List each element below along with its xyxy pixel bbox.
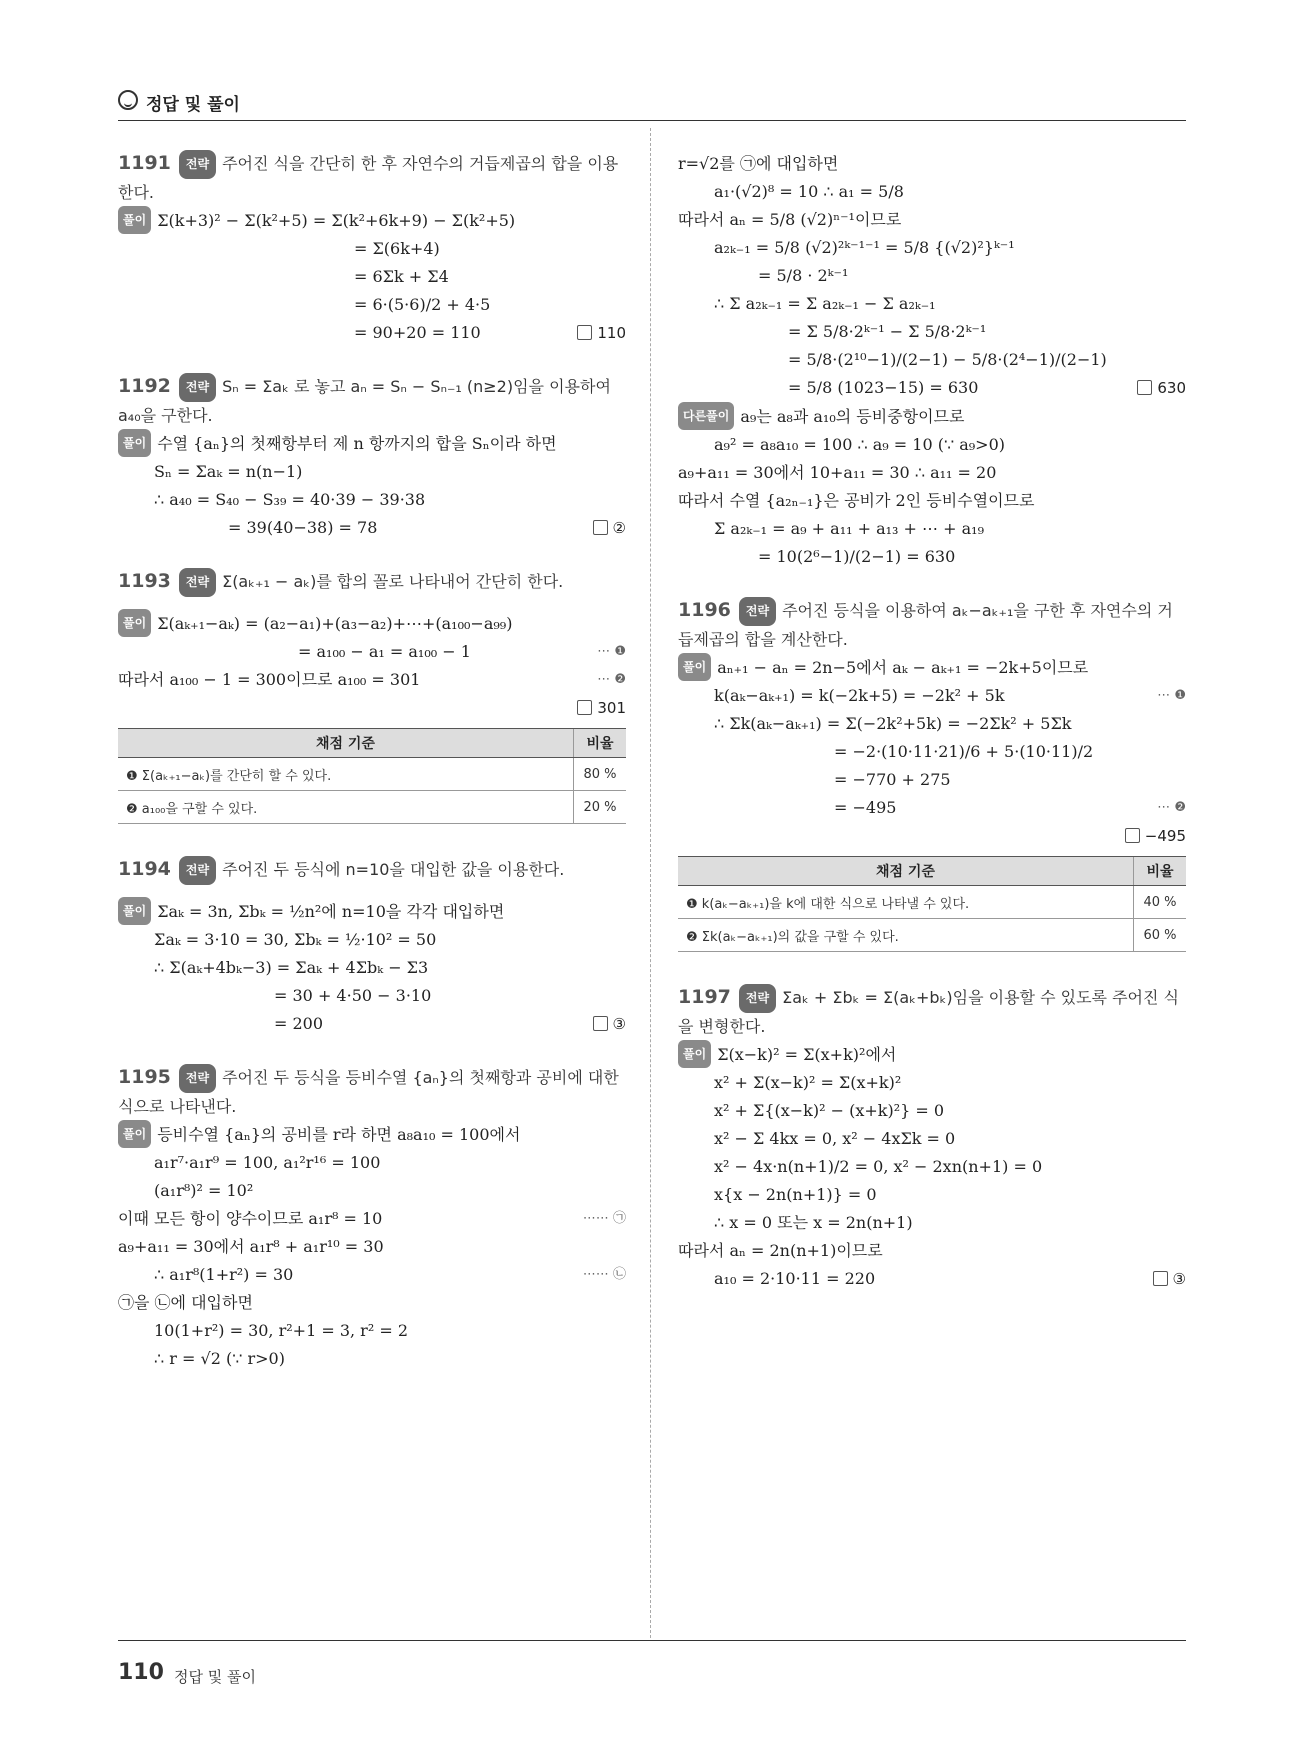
table-cell: 20 %: [574, 791, 627, 824]
solution-line: [678, 1237, 1186, 1265]
math-line: Σaₖ = 3n, Σbₖ = ½n²에 n=10을 각각 대입하면: [157, 902, 505, 921]
strategy-text: 주어진 두 등식에 n=10을 대입한 값을 이용한다.: [222, 860, 565, 879]
problem-number: 1193: [118, 570, 171, 592]
math-line: = 5/8 (1023−15) = 630: [788, 378, 979, 397]
solution-line: [678, 1125, 1186, 1153]
right-column: [678, 150, 1186, 1293]
math-line: ∴ r = √2 (∵ r>0): [154, 1349, 285, 1368]
answer-box: 301: [577, 694, 626, 722]
math-line: = 30 + 4·50 − 3·10: [274, 986, 432, 1005]
table-cell: ❶ Σ(aₖ₊₁−aₖ)를 간단히 할 수 있다.: [118, 758, 574, 791]
table-cell: 80 %: [574, 758, 627, 791]
math-line: x{x − 2n(n+1)} = 0: [714, 1185, 877, 1204]
page-number: 110: [118, 1660, 164, 1685]
strategy-text: Σ(aₖ₊₁ − aₖ)를 합의 꼴로 나타내어 간단히 한다.: [222, 572, 564, 591]
solution-line: [118, 897, 626, 926]
math-line: = 6·(5·6)/2 + 4·5: [354, 295, 491, 314]
problem-1196-header: [678, 597, 1186, 653]
step-marker: ⋯ ❷: [597, 672, 626, 687]
math-line: a₉+a₁₁ = 30에서 10+a₁₁ = 30 ∴ a₁₁ = 20: [678, 463, 997, 482]
solution-line: [118, 954, 626, 982]
table-cell: 60 %: [1134, 919, 1187, 952]
math-line: = 6Σk + Σ4: [354, 267, 449, 286]
solution-line: [118, 1345, 626, 1373]
strategy-tag: 전략: [179, 568, 216, 597]
math-line: r=√2를 ㉠에 대입하면: [678, 154, 839, 173]
equation-label: ⋯⋯ ㉡: [582, 1267, 626, 1282]
math-line: Σ(k+3)² − Σ(k²+5) = Σ(k²+6k+9) − Σ(k²+5): [157, 211, 516, 230]
math-line: a₉는 a₈과 a₁₀의 등비중항이므로: [740, 407, 965, 426]
math-line: 따라서 수열 {a₂ₙ₋₁}은 공비가 2인 등비수열이므로: [678, 491, 1035, 510]
math-line: = 90+20 = 110: [354, 323, 481, 342]
math-line: a₉² = a₈a₁₀ = 100 ∴ a₉ = 10 (∵ a₉>0): [714, 435, 1005, 454]
math-line: x² − Σ 4kx = 0, x² − 4xΣk = 0: [714, 1129, 956, 1148]
strategy-tag: 전략: [739, 984, 776, 1013]
table-cell: ❶ k(aₖ−aₖ₊₁)을 k에 대한 식으로 나타낼 수 있다.: [678, 886, 1134, 919]
solution-line: [118, 926, 626, 954]
alt-solution-line: [678, 459, 1186, 487]
math-line: ∴ Σ a₂ₖ₋₁ = Σ a₂ₖ₋₁ − Σ a₂ₖ₋₁: [714, 294, 936, 313]
solution-line: [118, 638, 626, 666]
solution-line: [678, 1265, 1186, 1293]
math-line: Σ a₂ₖ₋₁ = a₉ + a₁₁ + a₁₃ + ⋯ + a₁₉: [714, 519, 984, 538]
header-title: 정답 및 풀이: [146, 95, 240, 115]
math-line: ∴ x = 0 또는 x = 2n(n+1): [714, 1213, 913, 1232]
solution-line: [678, 234, 1186, 262]
answer-box: 630: [1137, 374, 1186, 402]
solution-line: [678, 766, 1186, 794]
strategy-tag: 전략: [179, 856, 216, 885]
scoring-table: [678, 856, 1186, 952]
math-line: 이때 모든 항이 양수이므로 a₁r⁸ = 10: [118, 1209, 383, 1228]
solution-line: [118, 1205, 626, 1233]
math-line: k(aₖ−aₖ₊₁) = k(−2k+5) = −2k² + 5k: [714, 686, 1005, 705]
solution-line: [678, 346, 1186, 374]
solution-line: [678, 1153, 1186, 1181]
alt-solution-line: [678, 543, 1186, 571]
problem-number: 1194: [118, 858, 171, 880]
math-line: (a₁r⁸)² = 10²: [154, 1181, 254, 1200]
table-header-row: [678, 857, 1186, 886]
left-column: [118, 150, 626, 1373]
solution-line: [678, 738, 1186, 766]
alt-solution-tag: 다른풀이: [678, 402, 734, 430]
smiley-logo-icon: [118, 90, 138, 110]
solution-line: [678, 374, 1186, 402]
math-line: a₁·(√2)⁸ = 10 ∴ a₁ = 5/8: [714, 182, 904, 201]
strategy-tag: 전략: [179, 1064, 216, 1093]
step-marker: ⋯ ❷: [1157, 800, 1186, 815]
alt-solution-line: [678, 431, 1186, 459]
problem-number: 1196: [678, 599, 731, 621]
solution-line: [118, 1149, 626, 1177]
math-line: = −2·(10·11·21)/6 + 5·(10·11)/2: [834, 742, 1094, 761]
solution-line: [678, 178, 1186, 206]
solution-line: [118, 1010, 626, 1038]
math-line: Σ(aₖ₊₁−aₖ) = (a₂−a₁)+(a₃−a₂)+⋯+(a₁₀₀−a₉₉): [157, 614, 513, 633]
strategy-tag: 전략: [739, 597, 776, 626]
solution-line: [678, 262, 1186, 290]
math-line: ∴ a₁r⁸(1+r²) = 30: [154, 1265, 294, 1284]
math-line: ∴ a₄₀ = S₄₀ − S₃₉ = 40·39 − 39·38: [154, 490, 426, 509]
math-line: a₁r⁷·a₁r⁹ = 100, a₁²r¹⁶ = 100: [154, 1153, 381, 1172]
strategy-tag: 전략: [179, 150, 216, 179]
solution-line: [118, 1261, 626, 1289]
table-header-row: [118, 729, 626, 758]
strategy-text: Σaₖ + Σbₖ = Σ(aₖ+bₖ)임을 이용할 수 있도록 주어진 식을 변형한다.: [678, 988, 1179, 1036]
step-marker: ⋯ ❶: [1157, 688, 1186, 703]
solution-tag: 풀이: [678, 1040, 711, 1068]
math-line: a₁₀ = 2·10·11 = 220: [714, 1269, 876, 1288]
answer-line: [118, 694, 626, 722]
answer-box: ③: [593, 1010, 626, 1038]
solution-line: [118, 514, 626, 542]
math-line: Sₙ = Σaₖ = n(n−1): [154, 462, 303, 481]
table-row: [118, 758, 626, 791]
math-line: = −770 + 275: [834, 770, 951, 789]
solution-line: [118, 263, 626, 291]
math-line: 10(1+r²) = 30, r²+1 = 3, r² = 2: [154, 1321, 408, 1340]
solution-line: [118, 429, 626, 458]
solution-line: [678, 1097, 1186, 1125]
solution-line: [118, 458, 626, 486]
math-line: ∴ Σ(aₖ+4bₖ−3) = Σaₖ + 4Σbₖ − Σ3: [154, 958, 429, 977]
solution-tag: 풀이: [678, 653, 711, 681]
math-line: = 10(2⁶−1)/(2−1) = 630: [758, 547, 956, 566]
math-line: = 5/8 · 2ᵏ⁻¹: [758, 266, 849, 285]
solution-line: [118, 1177, 626, 1205]
table-header: 비율: [574, 729, 627, 758]
solution-tag: 풀이: [118, 609, 151, 637]
math-line: = −495: [834, 798, 897, 817]
table-header: 채점 기준: [678, 857, 1134, 886]
solution-line: [118, 982, 626, 1010]
problem-1192-header: [118, 373, 626, 429]
math-line: x² + Σ{(x−k)² − (x+k)²} = 0: [714, 1101, 945, 1120]
solution-line: [678, 150, 1186, 178]
solution-line: [678, 1181, 1186, 1209]
problem-1193-header: [118, 568, 626, 597]
math-line: Σ(x−k)² = Σ(x+k)²에서: [717, 1045, 897, 1064]
math-line: = 5/8·(2¹⁰−1)/(2−1) − 5/8·(2⁴−1)/(2−1): [788, 350, 1107, 369]
answer-line: [678, 822, 1186, 850]
solution-line: [678, 1209, 1186, 1237]
math-line: = Σ(6k+4): [354, 239, 440, 258]
column-divider: [650, 128, 651, 1638]
strategy-text: 주어진 등식을 이용하여 aₖ−aₖ₊₁을 구한 후 자연수의 거듭제곱의 합을 계산한다.: [678, 601, 1173, 649]
table-row: [118, 791, 626, 824]
solution-line: [678, 290, 1186, 318]
math-line: ㉠을 ㉡에 대입하면: [118, 1293, 253, 1312]
math-line: a₂ₖ₋₁ = 5/8 (√2)²ᵏ⁻¹⁻¹ = 5/8 {(√2)²}ᵏ⁻¹: [714, 238, 1015, 257]
math-line: = Σ 5/8·2ᵏ⁻¹ − Σ 5/8·2ᵏ⁻¹: [788, 322, 987, 341]
solution-line: [118, 1317, 626, 1345]
solution-line: [118, 486, 626, 514]
answer-box: −495: [1125, 822, 1186, 850]
table-cell: ❷ a₁₀₀을 구할 수 있다.: [118, 791, 574, 824]
strategy-tag: 전략: [179, 373, 216, 402]
math-line: aₙ₊₁ − aₙ = 2n−5에서 aₖ − aₖ₊₁ = −2k+5이므로: [717, 658, 1089, 677]
solution-line: [118, 609, 626, 638]
alt-solution-line: [678, 487, 1186, 515]
solution-tag: 풀이: [118, 1120, 151, 1148]
problem-1191-header: [118, 150, 626, 206]
equation-label: ⋯⋯ ㉠: [582, 1211, 626, 1226]
problem-1194-header: [118, 856, 626, 885]
solution-line: [118, 1120, 626, 1149]
solution-line: [118, 666, 626, 694]
math-line: x² − 4x·n(n+1)/2 = 0, x² − 2xn(n+1) = 0: [714, 1157, 1043, 1176]
problem-1195-header: [118, 1064, 626, 1120]
footer-rule: [118, 1640, 1186, 1641]
math-line: = 200: [274, 1014, 324, 1033]
problem-number: 1195: [118, 1066, 171, 1088]
math-line: = 39(40−38) = 78: [228, 518, 378, 537]
solution-line: [678, 653, 1186, 682]
math-line: x² + Σ(x−k)² = Σ(x+k)²: [714, 1073, 902, 1092]
table-cell: ❷ Σk(aₖ−aₖ₊₁)의 값을 구할 수 있다.: [678, 919, 1134, 952]
table-header: 채점 기준: [118, 729, 574, 758]
solution-line: [678, 1069, 1186, 1097]
page-header: [118, 86, 1186, 121]
solution-line: [678, 318, 1186, 346]
table-row: [678, 886, 1186, 919]
solution-line: [118, 1233, 626, 1261]
solution-line: [678, 206, 1186, 234]
solution-tag: 풀이: [118, 897, 151, 925]
solution-line: [678, 682, 1186, 710]
solution-line: [118, 1289, 626, 1317]
scoring-table: [118, 728, 626, 824]
table-header: 비율: [1134, 857, 1187, 886]
solution-line: [118, 235, 626, 263]
step-marker: ⋯ ❶: [597, 644, 626, 659]
math-line: ∴ Σk(aₖ−aₖ₊₁) = Σ(−2k²+5k) = −2Σk² + 5Σk: [714, 714, 1072, 733]
alt-solution-line: [678, 515, 1186, 543]
solution-line: [678, 710, 1186, 738]
math-line: a₉+a₁₁ = 30에서 a₁r⁸ + a₁r¹⁰ = 30: [118, 1237, 384, 1256]
solution-line: [118, 206, 626, 235]
answer-box: ③: [1153, 1265, 1186, 1293]
answer-box: 110: [577, 319, 626, 347]
problem-1197-header: [678, 984, 1186, 1040]
problem-number: 1197: [678, 986, 731, 1008]
strategy-text: Sₙ = Σaₖ 로 놓고 aₙ = Sₙ − Sₙ₋₁ (n≥2)임을 이용하여 a₄₀을 구한다.: [118, 377, 611, 425]
solution-tag: 풀이: [118, 206, 151, 234]
math-line: = a₁₀₀ − a₁ = a₁₀₀ − 1: [298, 642, 471, 661]
math-line: Σaₖ = 3·10 = 30, Σbₖ = ½·10² = 50: [154, 930, 437, 949]
solution-tag: 풀이: [118, 429, 151, 457]
math-line: 등비수열 {aₙ}의 공비를 r라 하면 a₈a₁₀ = 100에서: [157, 1125, 521, 1144]
problem-number: 1191: [118, 152, 171, 174]
solution-line: [118, 291, 626, 319]
problem-number: 1192: [118, 375, 171, 397]
math-line: 따라서 a₁₀₀ − 1 = 300이므로 a₁₀₀ = 301: [118, 670, 421, 689]
solution-line: [118, 319, 626, 347]
strategy-text: 주어진 두 등식을 등비수열 {aₙ}의 첫째항과 공비에 대한 식으로 나타낸다.: [118, 1068, 619, 1116]
table-cell: 40 %: [1134, 886, 1187, 919]
answer-box: ②: [593, 514, 626, 542]
footer-label: 정답 및 풀이: [174, 1668, 256, 1686]
math-line: 수열 {aₙ}의 첫째항부터 제 n 항까지의 합을 Sₙ이라 하면: [157, 434, 557, 453]
table-row: [678, 919, 1186, 952]
math-line: 따라서 aₙ = 5/8 (√2)ⁿ⁻¹이므로: [678, 210, 902, 229]
strategy-text: 주어진 식을 간단히 한 후 자연수의 거듭제곱의 합을 이용한다.: [118, 154, 619, 202]
alt-solution-line: [678, 402, 1186, 431]
solution-line: [678, 794, 1186, 822]
solution-line: [678, 1040, 1186, 1069]
math-line: 따라서 aₙ = 2n(n+1)이므로: [678, 1241, 883, 1260]
